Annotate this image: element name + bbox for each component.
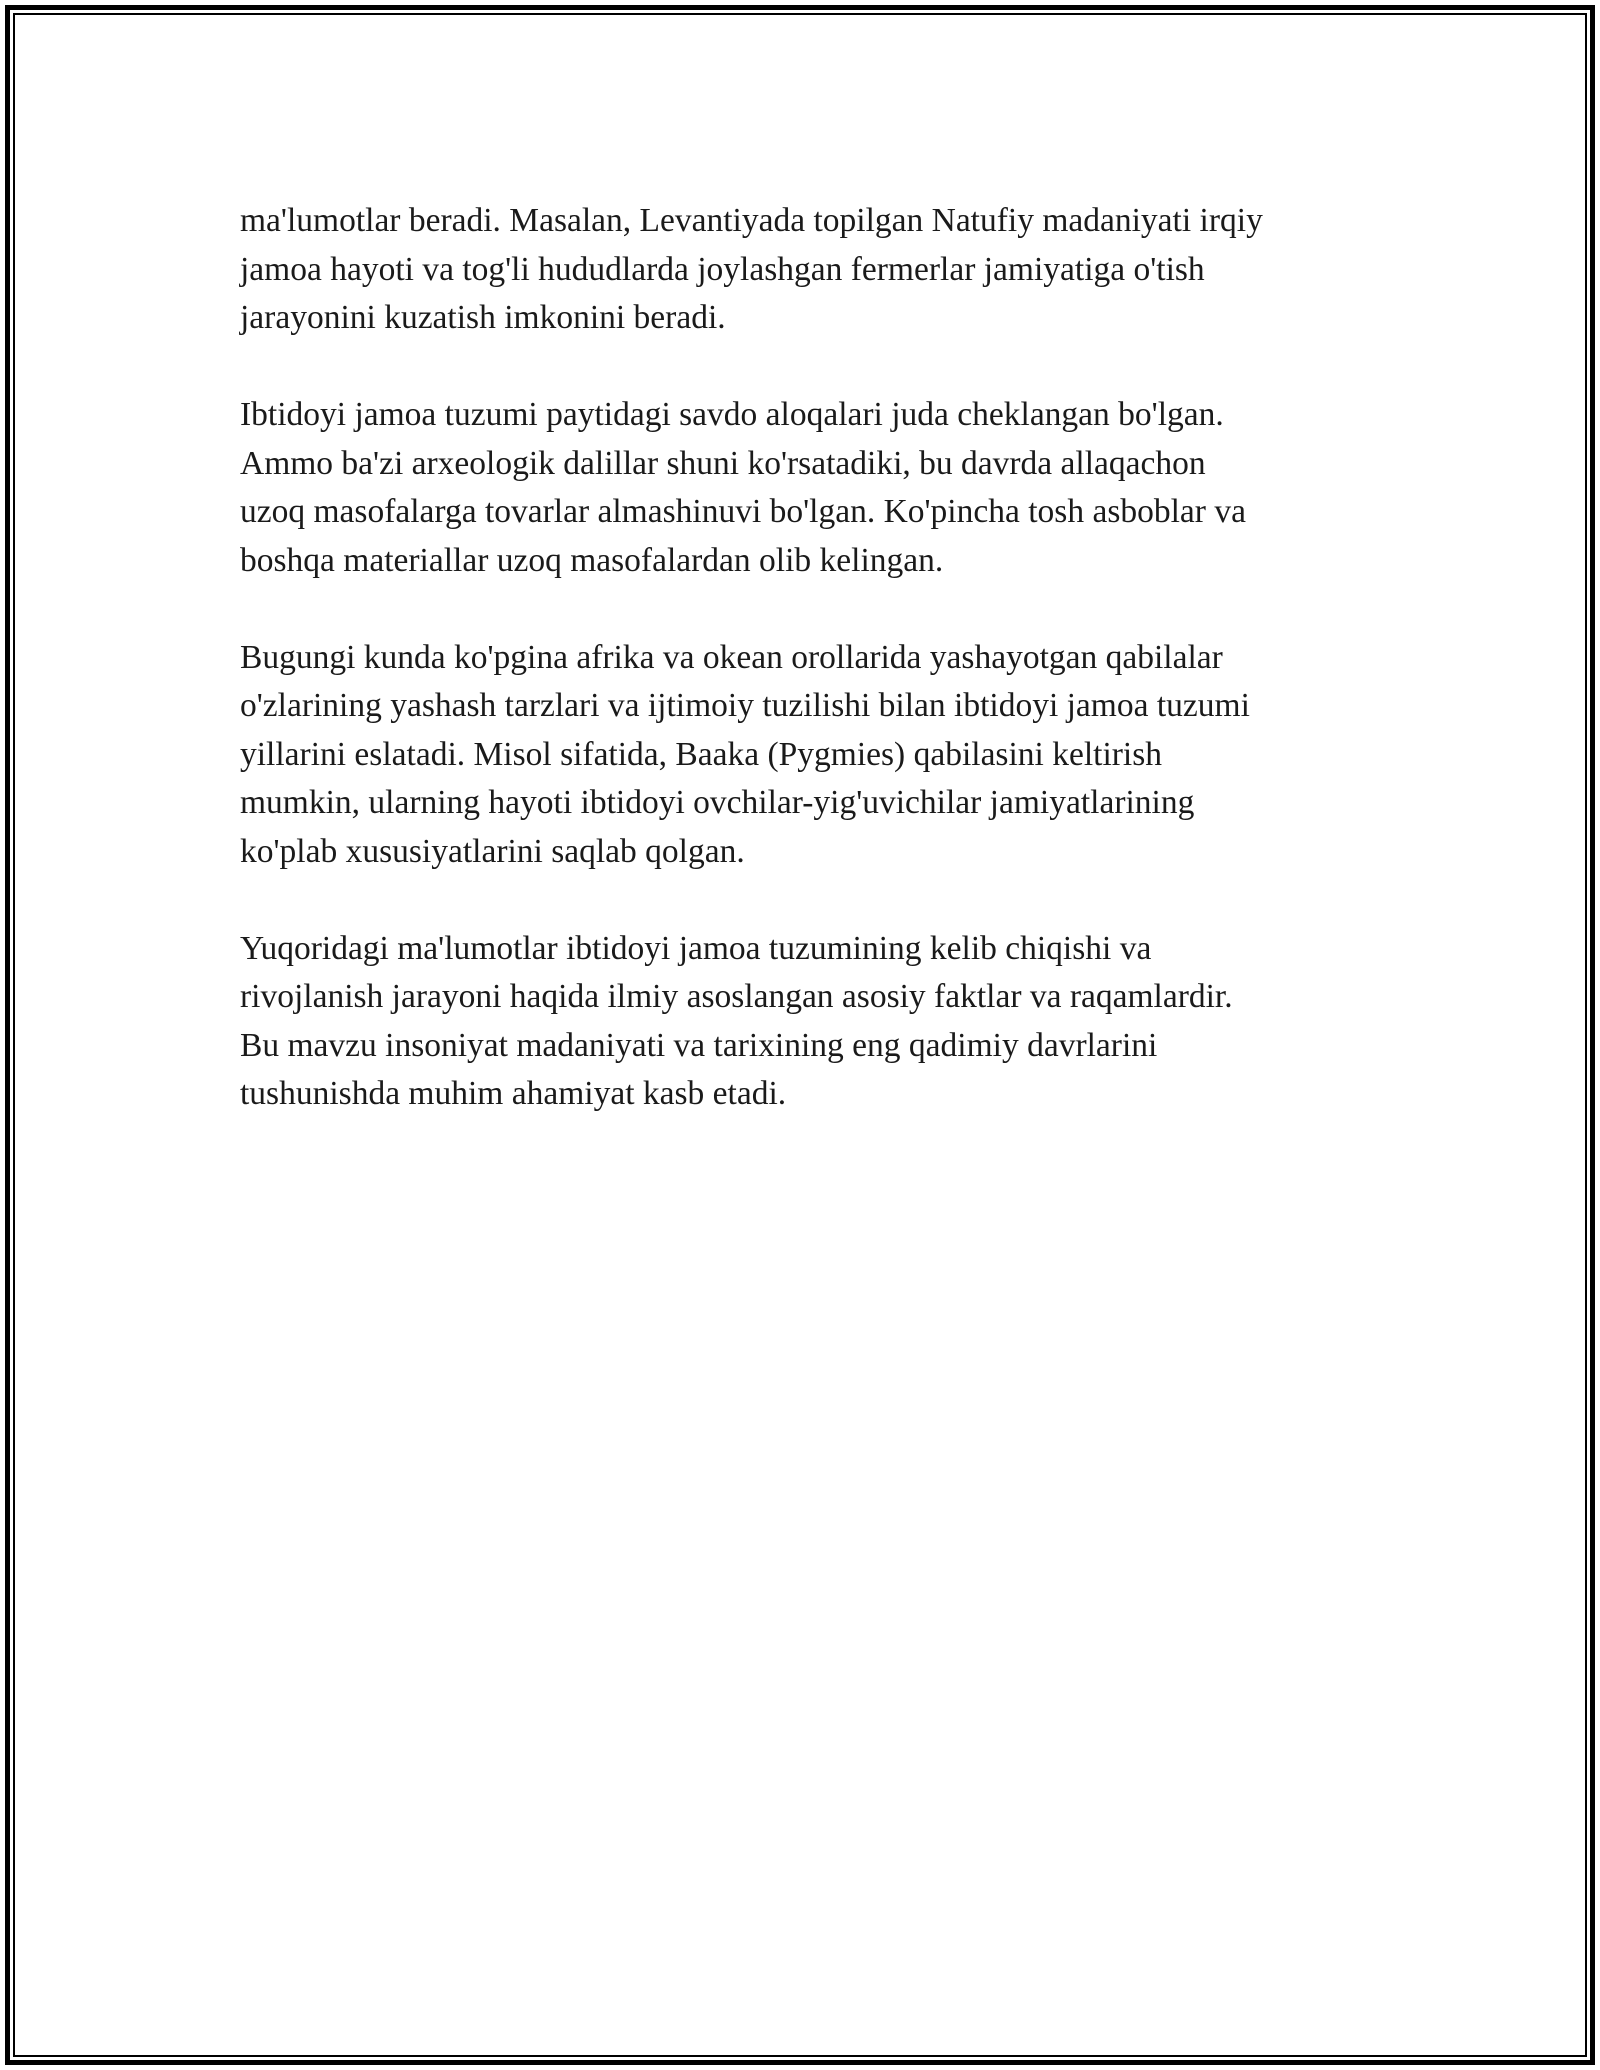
paragraph-line: tushunishda muhim ahamiyat kasb etadi. <box>240 1075 787 1112</box>
paragraph-line: Bu mavzu insoniyat madaniyati va tarixining eng qadimiy davrlarini <box>240 1026 1158 1064</box>
paragraph-line: Bugungi kunda ko'pgina afrika va okean orollarida yashayotgan qabilalar <box>240 638 1223 676</box>
paragraph-4 <box>240 925 1390 1119</box>
paragraph-line: Ammo ba'zi arxeologik dalillar shuni ko'rsatadiki, bu davrda allaqachon <box>240 444 1206 482</box>
paragraph-line: ma'lumotlar beradi. Masalan, Levantiyada topilgan Natufiy madaniyati irqiy <box>240 202 1263 239</box>
paragraph-3 <box>240 634 1390 877</box>
paragraph-line: jarayonini kuzatish imkonini beradi. <box>240 299 726 336</box>
document-body <box>240 197 1390 1167</box>
paragraph-line: rivojlanish jarayoni haqida ilmiy asoslangan asosiy faktlar va raqamlardir. <box>240 978 1233 1015</box>
paragraph-2 <box>240 391 1390 585</box>
paragraph-line: o'zlarining yashash tarzlari va ijtimoiy tuzilishi bilan ibtidoyi jamoa tuzumi <box>240 687 1250 724</box>
paragraph-line: boshqa materiallar uzoq masofalardan olib kelingan. <box>240 541 944 579</box>
paragraph-line: yillarini eslatadi. Misol sifatida, Baaka (Pygmies) qabilasini keltirish <box>240 735 1163 773</box>
paragraph-line: Ibtidoyi jamoa tuzumi paytidagi savdo aloqalari juda cheklangan bo'lgan. <box>240 396 1224 433</box>
paragraph-line: ko'plab xususiyatlarini saqlab qolgan. <box>240 832 745 870</box>
paragraph-line: mumkin, ularning hayoti ibtidoyi ovchilar-yig'uvichilar jamiyatlarining <box>240 784 1195 821</box>
paragraph-line: Yuqoridagi ma'lumotlar ibtidoyi jamoa tuzumining kelib chiqishi va <box>240 929 1152 967</box>
paragraph-1 <box>240 197 1390 343</box>
paragraph-line: uzoq masofalarga tovarlar almashinuvi bo'lgan. Ko'pincha tosh asboblar va <box>240 493 1246 530</box>
paragraph-line: jamoa hayoti va tog'li hududlarda joylashgan fermerlar jamiyatiga o'tish <box>240 250 1205 288</box>
page-border <box>5 5 1595 2065</box>
